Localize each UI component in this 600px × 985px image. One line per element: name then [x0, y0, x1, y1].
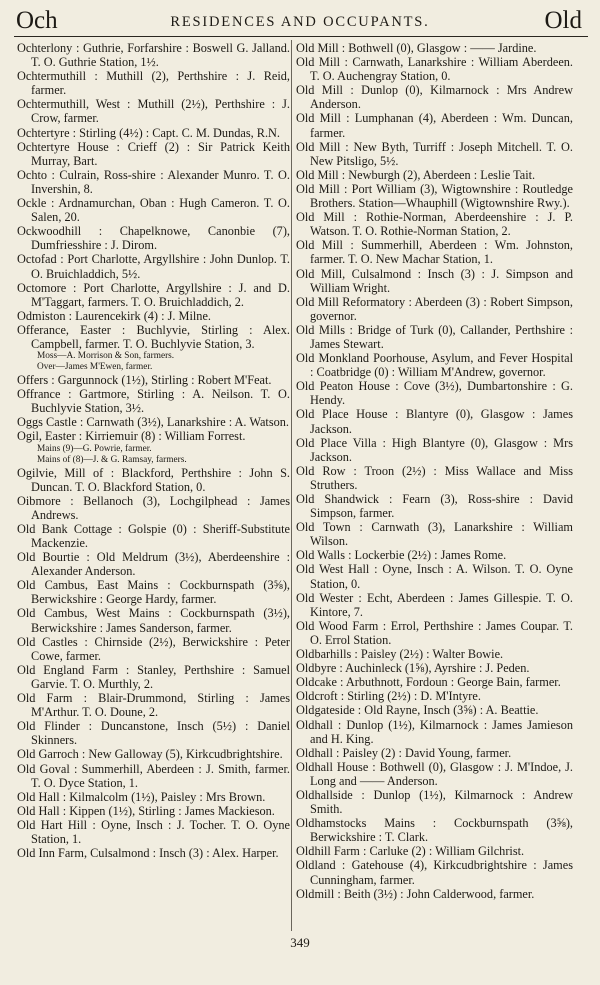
directory-entry: Old Mill, Culsalmond : Insch (3) : J. Simpson and William Wright. [296, 266, 573, 295]
directory-entry: Old England Farm : Stanley, Perthshire : Samuel Garvie. T. O. Murthly, 2. [17, 662, 290, 691]
directory-entry: Ochtermuthill, West : Muthill (2½), Perthshire : J. Crow, farmer. [17, 97, 290, 126]
directory-entry: Oldmill : Beith (3½) : John Calderwood, farmer. [296, 886, 535, 901]
page-number: 349 [290, 935, 310, 950]
directory-entry: Oldland : Gatehouse (4), Kirkcudbrightshire : James Cunningham, farmer. [296, 858, 573, 887]
header-title: RESIDENCES AND OCCUPANTS. [170, 14, 430, 30]
directory-entry: Oldgateside : Old Rayne, Insch (3⅝) : A. Beattie. [296, 703, 539, 718]
directory-entry: Old West Hall : Oyne, Insch : A. Wilson. T. O. Oyne Station, 0. [296, 562, 573, 591]
directory-entry: Old Mills : Bridge of Turk (0), Callander, Perthshire : James Stewart. [296, 322, 573, 351]
directory-entry: Offers : Gargunnock (1½), Stirling : Robert M'Feat. [17, 373, 272, 388]
directory-entry: Old Farm : Blair-Drummond, Stirling : James M'Arthur. T. O. Doune, 2. [17, 691, 290, 720]
directory-entry: Old Cambus, East Mains : Cockburnspath (3⅝), Berwickshire : George Hardy, farmer. [17, 578, 290, 607]
directory-entry: Old Castles : Chirnside (2½), Berwickshire : Peter Cowe, farmer. [17, 634, 290, 663]
directory-entry: Old Wester : Echt, Aberdeen : James Gillespie. T. O. Kintore, 7. [296, 590, 573, 619]
directory-entry: Old Mill : Rothie-Norman, Aberdeenshire : J. P. Watson. T. O. Rothie-Norman Station, 2. [296, 210, 573, 239]
directory-entry: Old Mill : Dunlop (0), Kilmarnock : Mrs Andrew Anderson. [296, 83, 573, 112]
sub-entry: Moss—A. Morrison & Son, farmers. [37, 351, 175, 362]
directory-entry: Oldhall : Dunlop (1½), Kilmarnock : James Jamieson and H. King. [296, 717, 573, 746]
directory-entry: Offrance : Gartmore, Stirling : A. Neilson. T. O. Buchlyvie Station, 3½. [17, 387, 290, 416]
directory-entry: Old Inn Farm, Culsalmond : Insch (3) : Alex. Harper. [17, 846, 279, 861]
directory-entry: Old Mill : Bothwell (0), Glasgow : —— Jardine. [296, 41, 537, 55]
header-rule [14, 36, 588, 37]
directory-entry: Old Mill : Newburgh (2), Aberdeen : Leslie Tait. [296, 167, 536, 182]
directory-entry: Old Place Villa : High Blantyre (0), Glasgow : Mrs Jackson. [296, 435, 573, 464]
directory-entry: Oldbyre : Auchinleck (1⅝), Ayrshire : J. Peden. [296, 661, 530, 676]
directory-entry: Oldcake : Arbuthnott, Fordoun : George Bain, farmer. [296, 675, 561, 690]
directory-entry: Old Mill : Port William (3), Wigtownshire : Routledge Brothers. Station—Whauphill (Wigtownshire Rwy.). [296, 181, 573, 211]
directory-entry: Old Garroch : New Galloway (5), Kirkcudbrightshire. [17, 747, 283, 762]
directory-entry: Old Mill : Lumphanan (4), Aberdeen : Wm. Duncan, farmer. [296, 111, 573, 140]
directory-entry: Oldhall House : Bothwell (0), Glasgow : J. M'Indoe, J. Long and —— Anderson. [296, 759, 573, 788]
directory-entry: Old Flinder : Duncanstone, Insch (5½) : Daniel Skinners. [17, 719, 290, 748]
directory-entry: Ogil, Easter : Kirriemuir (8) : William Forrest. [17, 429, 246, 444]
directory-entry: Ochto : Culrain, Ross-shire : Alexander Munro. T. O. Invershin, 8. [17, 167, 290, 196]
directory-entry: Ogilvie, Mill of : Blackford, Perthshire : John S. Duncan. T. O. Blackford Station, 0. [17, 465, 290, 494]
directory-entry: Old Cambus, West Mains : Cockburnspath (3½), Berwickshire : James Sanderson, farmer. [17, 606, 290, 635]
directory-entry: Old Peaton House : Cove (3½), Dumbartonshire : G. Hendy. [296, 379, 573, 408]
directory-entry: Old Mill : New Byth, Turriff : Joseph Mitchell. T. O. New Pitsligo, 5½. [296, 139, 573, 168]
directory-entry: Oldhallside : Dunlop (1½), Kilmarnock : Andrew Smith. [296, 787, 573, 817]
directory-entry: Octomore : Port Charlotte, Argyllshire : J. and D. M'Taggart, farmers. T. O. Bruichladdich, 2. [17, 280, 290, 309]
left-column [17, 41, 290, 860]
directory-entry: Ochterlony : Guthrie, Forfarshire : Boswell G. Jalland. T. O. Guthrie Station, 1½. [17, 41, 290, 70]
directory-entry: Oldhall : Paisley (2) : David Young, farmer. [296, 745, 512, 760]
directory-entry: Ockle : Ardnamurchan, Oban : Hugh Cameron. T. O. Salen, 20. [17, 196, 290, 225]
sub-entry: Mains (9)—G. Powrie, farmer. [37, 443, 152, 454]
header-left-keyword: Och [16, 7, 58, 34]
directory-entry: Oldcroft : Stirling (2½) : D. M'Intyre. [296, 689, 481, 704]
directory-entry: Old Wood Farm : Errol, Perthshire : James Coupar. T. O. Errol Station. [296, 618, 573, 647]
directory-entry: Old Bank Cottage : Golspie (0) : Sheriff-Substitute Mackenzie. [17, 521, 290, 550]
directory-entry: Old Place House : Blantyre (0), Glasgow : James Jackson. [296, 407, 573, 436]
directory-entry: Old Hall : Kippen (1½), Stirling : James Mackieson. [17, 803, 275, 818]
directory-entry: Octofad : Port Charlotte, Argyllshire : John Dunlop. T. O. Bruichladdich, 5½. [17, 252, 290, 281]
directory-entry: Old Mill : Carnwath, Lanarkshire : William Aberdeen. T. O. Auchengray Station, 0. [296, 55, 573, 84]
directory-entry: Ochtertyre House : Crieff (2) : Sir Patrick Keith Murray, Bart. [17, 139, 290, 168]
directory-entry: Old Hart Hill : Oyne, Insch : J. Tocher. T. O. Oyne Station, 1. [17, 817, 290, 846]
right-column [296, 41, 573, 901]
directory-entry: Old Monkland Poorhouse, Asylum, and Fever Hospital : Coatbridge (0) : William M'Andrew, governor. [296, 351, 573, 380]
directory-entry: Old Goval : Summerhill, Aberdeen : J. Smith, farmer. T. O. Dyce Station, 1. [17, 761, 290, 790]
directory-entry: Ockwoodhill : Chapelknowe, Canonbie (7), Dumfriesshire : J. Dirom. [17, 224, 290, 253]
directory-entry: Old Shandwick : Fearn (3), Ross-shire : David Simpson, farmer. [296, 492, 573, 521]
directory-entry: Old Bourtie : Old Meldrum (3½), Aberdeenshire : Alexander Anderson. [17, 550, 290, 579]
directory-entry: Offerance, Easter : Buchlyvie, Stirling : Alex. Campbell, farmer. T. O. Buchlyvie Station, 3. [17, 322, 290, 351]
directory-entry: Old Town : Carnwath (3), Lanarkshire : William Wilson. [296, 520, 573, 549]
directory-entry: Old Mill Reformatory : Aberdeen (3) : Robert Simpson, governor. [296, 294, 573, 323]
directory-entry: Oldbarhills : Paisley (2½) : Walter Bowie. [296, 647, 504, 662]
directory-entry: Old Walls : Lockerbie (2½) : James Rome. [296, 548, 507, 563]
directory-entry: Odmiston : Laurencekirk (4) : J. Milne. [17, 308, 211, 323]
directory-entry: Oldhamstocks Mains : Cockburnspath (3⅝), Berwickshire : T. Clark. [296, 816, 573, 845]
directory-entry: Oggs Castle : Carnwath (3½), Lanarkshire : A. Watson. [17, 415, 289, 430]
directory-entry: Ochtermuthill : Muthill (2), Perthshire : J. Reid, farmer. [17, 69, 290, 98]
running-header [16, 8, 584, 34]
column-divider [291, 40, 292, 931]
directory-entry: Old Mill : Summerhill, Aberdeen : Wm. Johnston, farmer. T. O. New Machar Station, 1. [296, 238, 573, 267]
directory-entry: Ochtertyre : Stirling (4½) : Capt. C. M. Dundas, R.N. [17, 125, 280, 140]
directory-entry: Oldhill Farm : Carluke (2) : William Gilchrist. [296, 844, 525, 859]
sub-entry: Mains of (8)—J. & G. Ramsay, farmers. [37, 454, 187, 465]
directory-entry: Old Row : Troon (2½) : Miss Wallace and Miss Struthers. [296, 463, 573, 492]
header-right-keyword: Old [544, 7, 582, 34]
directory-entry: Oibmore : Bellanoch (3), Lochgilphead : James Andrews. [17, 493, 290, 522]
directory-entry: Old Hall : Kilmalcolm (1½), Paisley : Mrs Brown. [17, 789, 266, 804]
sub-entry: Over—James M'Ewen, farmer. [37, 362, 153, 373]
